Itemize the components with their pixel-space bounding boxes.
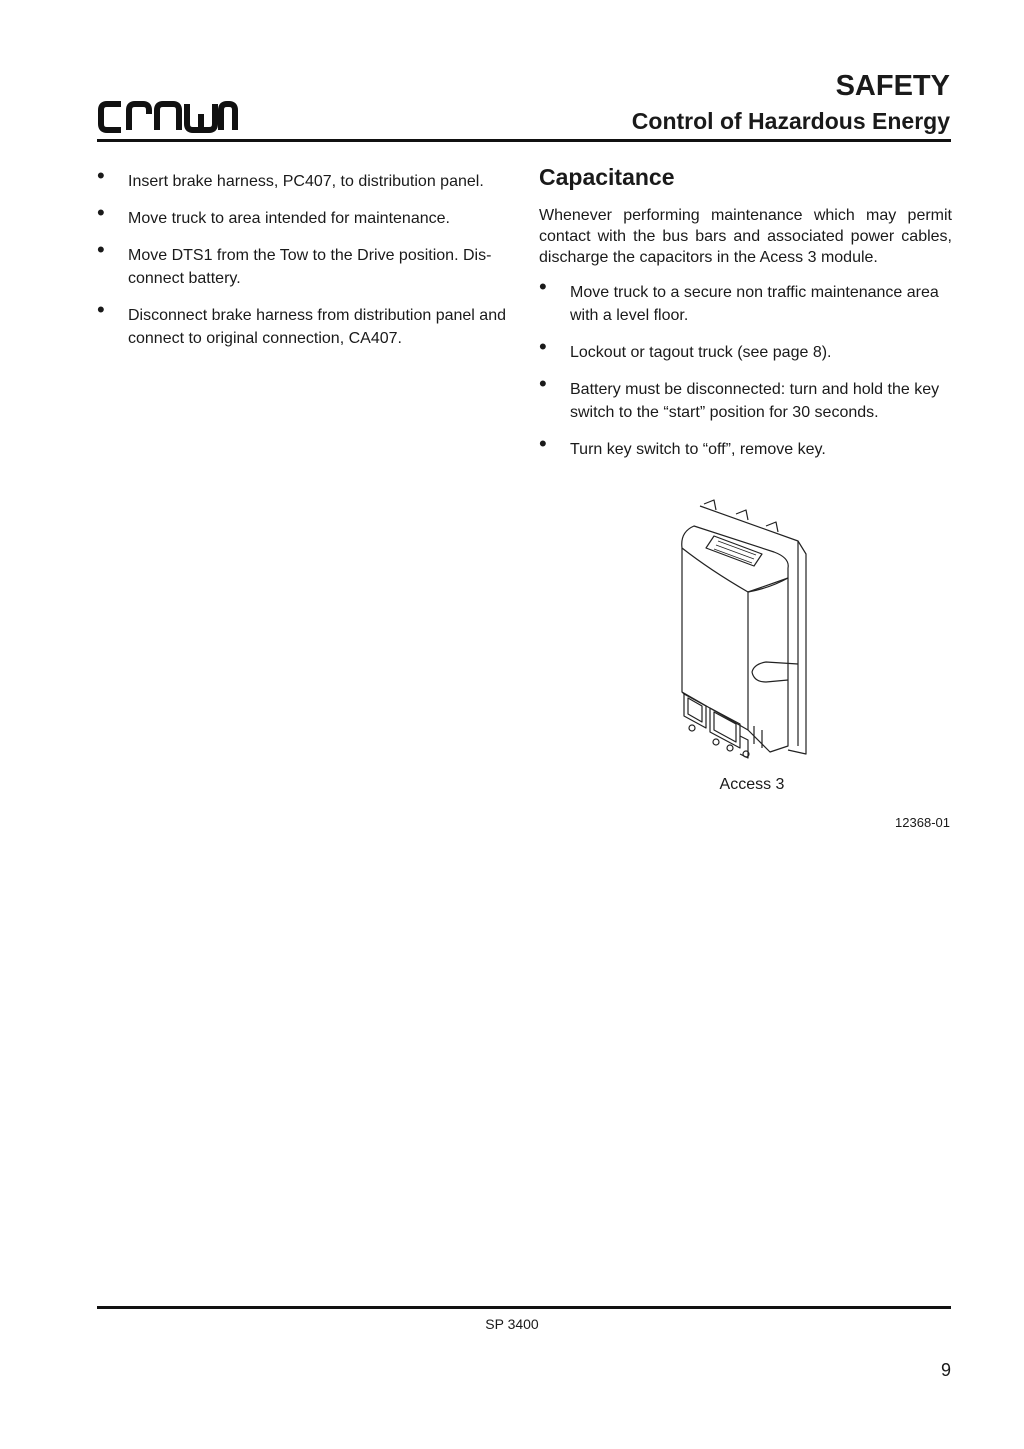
section-intro: Whenever performing maintenance which may permit contact with the bus bars and associated power cables, discharge the capacitors in the Acess 3 module. xyxy=(539,207,952,266)
access-3-module-illustration xyxy=(670,496,820,766)
list-item-text: Move truck to area intended for maintenance. xyxy=(128,210,450,227)
page-number: 9 xyxy=(940,1360,951,1380)
list-item xyxy=(539,334,952,364)
bullet-icon: • xyxy=(97,163,105,188)
crown-logo xyxy=(97,100,239,134)
figure-reference-number: 12368-01 xyxy=(895,815,950,830)
figure-caption: Access 3 xyxy=(719,776,785,793)
list-item xyxy=(97,297,513,350)
bullet-icon: • xyxy=(539,371,547,396)
list-item xyxy=(539,274,952,327)
bullet-icon: • xyxy=(97,237,105,262)
list-item xyxy=(97,163,513,193)
list-item-text: Move truck to a secure non traffic maintenance area with a level floor. xyxy=(570,284,939,324)
list-item-text: Disconnect brake harness from distribution panel and connect to original connection, CA407. xyxy=(128,307,506,347)
list-item-text: Move DTS1 from the Tow to the Drive position. Dis-connect battery. xyxy=(128,247,492,287)
bullet-icon: • xyxy=(97,297,105,322)
list-item xyxy=(97,200,513,230)
list-item-text: Turn key switch to “off”, remove key. xyxy=(570,441,826,458)
bullet-icon: • xyxy=(539,431,547,456)
page-subtitle: Control of Hazardous Energy xyxy=(631,108,950,134)
bullet-icon: • xyxy=(97,200,105,225)
left-bullet-list xyxy=(97,163,513,364)
footer-model-number: SP 3400 xyxy=(485,1316,539,1332)
bullet-icon: • xyxy=(539,274,547,299)
list-item-text: Insert brake harness, PC407, to distribution panel. xyxy=(128,173,484,190)
section-heading-capacitance: Capacitance xyxy=(539,164,675,190)
page-title: SAFETY xyxy=(835,70,950,102)
header-divider xyxy=(97,139,951,142)
footer-divider xyxy=(97,1306,951,1309)
bullet-icon: • xyxy=(539,334,547,359)
list-item xyxy=(539,431,952,461)
list-item-text: Lockout or tagout truck (see page 8). xyxy=(570,344,832,361)
list-item-text: Battery must be disconnected: turn and hold the key switch to the “start” position for 30 seconds. xyxy=(570,381,940,421)
right-bullet-list xyxy=(539,274,952,475)
list-item xyxy=(97,237,513,290)
list-item xyxy=(539,371,952,424)
